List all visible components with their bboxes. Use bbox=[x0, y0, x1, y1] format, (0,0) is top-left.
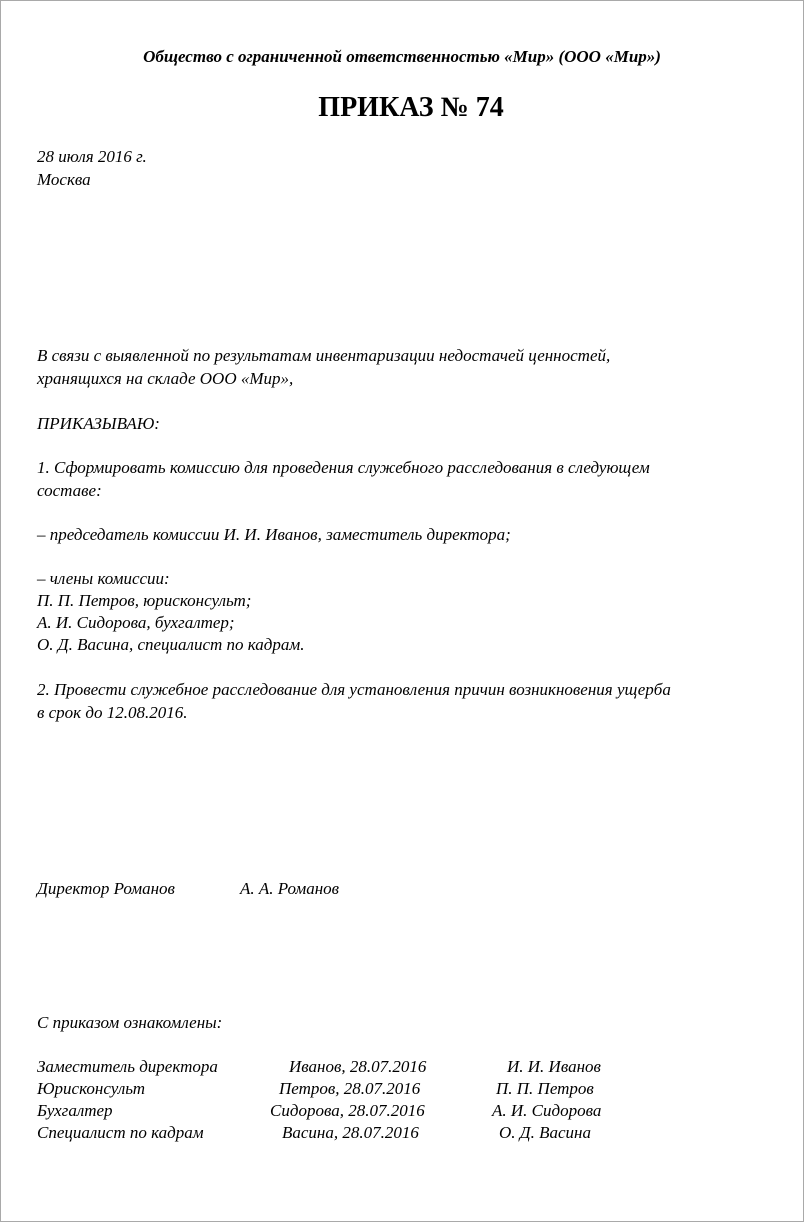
acknowledgement-heading: С приказом ознакомлены: bbox=[37, 1013, 223, 1032]
item2-line-2: в срок до 12.08.2016. bbox=[37, 703, 188, 722]
ack-name: А. И. Сидорова bbox=[492, 1101, 602, 1120]
ack-signature: Сидорова, 28.07.2016 bbox=[270, 1101, 425, 1120]
ack-position: Юрисконсульт bbox=[37, 1079, 146, 1098]
ack-position: Бухгалтер bbox=[37, 1101, 113, 1120]
preamble-line-2: хранящихся на складе ООО «Мир», bbox=[37, 369, 294, 388]
ack-name: И. И. Иванов bbox=[507, 1057, 601, 1076]
ack-position: Заместитель директора bbox=[37, 1057, 218, 1076]
order-city: Москва bbox=[37, 170, 91, 189]
ack-position: Специалист по кадрам bbox=[37, 1123, 204, 1142]
ack-name: П. П. Петров bbox=[496, 1079, 594, 1098]
ack-signature: Васина, 28.07.2016 bbox=[282, 1123, 419, 1142]
order-title: ПРИКАЗ № 74 bbox=[318, 92, 504, 123]
members-heading: – члены комиссии: bbox=[37, 569, 170, 588]
commission-member-3: О. Д. Васина, специалист по кадрам. bbox=[37, 635, 305, 654]
organization-name: Общество с ограниченной ответственностью «Мир» (ООО «Мир») bbox=[143, 47, 661, 66]
commission-member-1: П. П. Петров, юрисконсульт; bbox=[37, 591, 252, 610]
commission-member-2: А. И. Сидорова, бухгалтер; bbox=[37, 613, 235, 632]
ack-signature: Петров, 28.07.2016 bbox=[279, 1079, 421, 1098]
commission-chairman: – председатель комиссии И. И. Иванов, заместитель директора; bbox=[37, 525, 511, 544]
signature-position: Директор Романов bbox=[37, 879, 175, 898]
item1-line-1: 1. Сформировать комиссию для проведения служебного расследования в следующем bbox=[37, 458, 650, 477]
ack-name: О. Д. Васина bbox=[499, 1123, 591, 1142]
signature-name: А. А. Романов bbox=[240, 879, 340, 898]
order-date: 28 июля 2016 г. bbox=[37, 147, 147, 166]
item1-line-2: составе: bbox=[37, 481, 102, 500]
order-word: ПРИКАЗЫВАЮ: bbox=[37, 414, 160, 433]
ack-signature: Иванов, 28.07.2016 bbox=[289, 1057, 427, 1076]
preamble-line-1: В связи с выявленной по результатам инвентаризации недостачей ценностей, bbox=[37, 346, 611, 365]
item2-line-1: 2. Провести служебное расследование для установления причин возникновения ущерба bbox=[37, 680, 671, 699]
